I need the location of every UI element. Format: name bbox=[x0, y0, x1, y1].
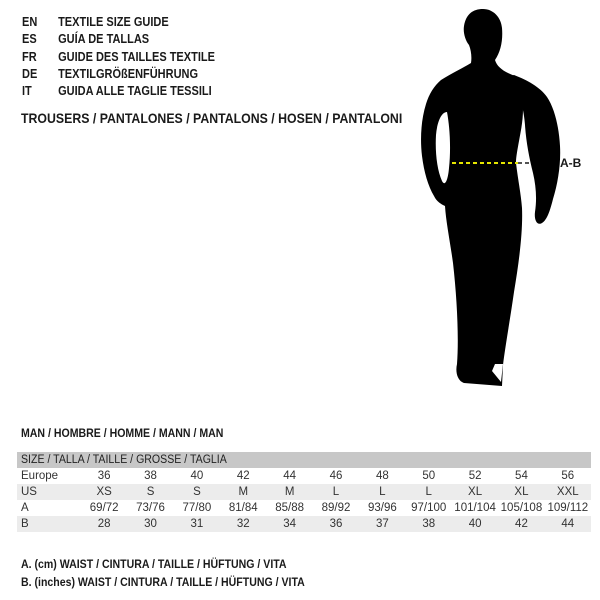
size-table bbox=[17, 452, 591, 532]
table-cell: XXL bbox=[556, 486, 579, 498]
table-row-b-inches bbox=[17, 516, 591, 532]
language-code: IT bbox=[22, 84, 32, 99]
note-b-text: B. (inches) WAIST / CINTURA / TAILLE / HÜFTUNG / VITA bbox=[21, 574, 305, 589]
table-cell: 54 bbox=[515, 470, 528, 482]
table-cell: S bbox=[193, 486, 201, 498]
language-label: GUIDE DES TAILLES TEXTILE bbox=[58, 49, 215, 64]
table-cell: 40 bbox=[468, 518, 482, 530]
language-code: ES bbox=[22, 32, 37, 47]
table-cell: 36 bbox=[97, 470, 111, 482]
table-cell: 28 bbox=[97, 518, 111, 530]
row-label: B bbox=[21, 518, 29, 530]
language-label: TEXTILE SIZE GUIDE bbox=[58, 15, 169, 29]
table-cell: 31 bbox=[190, 518, 204, 530]
table-cell: 52 bbox=[468, 470, 482, 482]
measurement-notes bbox=[21, 556, 343, 591]
table-cell: 73/76 bbox=[136, 502, 165, 514]
language-row-it bbox=[22, 83, 215, 100]
table-cell: 42 bbox=[515, 518, 528, 530]
language-row-de bbox=[22, 66, 215, 83]
table-cell: 50 bbox=[422, 470, 436, 482]
table-cell: 81/84 bbox=[228, 502, 258, 514]
table-cell: 56 bbox=[561, 470, 575, 482]
gender-heading bbox=[21, 426, 251, 440]
table-cell: 37 bbox=[375, 518, 389, 530]
garment-heading bbox=[21, 110, 454, 126]
body-silhouette bbox=[421, 9, 523, 386]
table-cell: 101/104 bbox=[454, 502, 496, 514]
table-cell: 34 bbox=[283, 518, 297, 530]
table-cell: 89/92 bbox=[321, 502, 351, 514]
table-row-a-cm bbox=[17, 500, 591, 516]
table-cell: XL bbox=[468, 486, 483, 498]
language-code: DE bbox=[22, 66, 38, 81]
table-cell: 30 bbox=[144, 518, 157, 530]
table-cell: 32 bbox=[236, 518, 250, 530]
language-code: FR bbox=[22, 49, 37, 64]
size-table-header-text: SIZE / TALLA / TAILLE / GRÖSSE / TAGLIA bbox=[21, 454, 227, 466]
table-cell: XL bbox=[514, 486, 529, 498]
table-cell: 40 bbox=[190, 470, 204, 482]
language-label: GUIDA ALLE TAGLIE TESSILI bbox=[58, 84, 212, 99]
row-label: A bbox=[21, 502, 29, 514]
table-cell: 42 bbox=[236, 470, 250, 482]
table-cell: 77/80 bbox=[182, 502, 212, 514]
table-cell: S bbox=[146, 486, 155, 498]
table-cell: 38 bbox=[144, 470, 157, 482]
table-row-europe bbox=[17, 468, 591, 484]
table-cell: 48 bbox=[375, 470, 389, 482]
table-cell: 93/96 bbox=[367, 502, 397, 514]
gender-heading-text: MAN / HOMBRE / HOMME / MANN / MAN bbox=[21, 426, 224, 440]
table-cell: L bbox=[425, 486, 432, 498]
table-cell: 97/100 bbox=[411, 502, 447, 514]
language-row-fr bbox=[22, 49, 215, 66]
note-a bbox=[21, 556, 343, 574]
man-silhouette bbox=[405, 5, 585, 390]
table-cell: M bbox=[238, 486, 249, 498]
table-cell: M bbox=[284, 486, 295, 498]
note-a-text: A. (cm) WAIST / CINTURA / TAILLE / HÜFTUNG / VITA bbox=[21, 557, 287, 571]
measure-label-ab: A-B bbox=[560, 156, 582, 170]
table-cell: L bbox=[379, 486, 386, 498]
table-cell: 36 bbox=[329, 518, 343, 530]
table-cell: XS bbox=[96, 486, 112, 498]
table-cell: 85/88 bbox=[275, 502, 305, 514]
table-cell: L bbox=[332, 486, 340, 498]
table-cell: 38 bbox=[422, 518, 436, 530]
language-row-es bbox=[22, 31, 215, 48]
language-list bbox=[22, 14, 241, 100]
table-cell: 105/108 bbox=[500, 502, 543, 514]
table-cell: 69/72 bbox=[89, 502, 119, 514]
table-cell: 44 bbox=[283, 470, 297, 482]
row-label: Europe bbox=[21, 470, 59, 482]
language-label: TEXTILGRÖßENFÜHRUNG bbox=[58, 66, 199, 81]
language-code: EN bbox=[22, 15, 38, 29]
row-label: US bbox=[21, 486, 37, 498]
table-row-us bbox=[17, 484, 591, 500]
note-b bbox=[21, 574, 343, 592]
language-row-en bbox=[22, 14, 215, 31]
language-label: GUÍA DE TALLAS bbox=[58, 32, 150, 47]
table-cell: 44 bbox=[561, 518, 575, 530]
garment-heading-text: TROUSERS / PANTALONES / PANTALONS / HOSEN / PANTALONI bbox=[21, 110, 403, 126]
table-cell: 109/112 bbox=[547, 502, 589, 514]
size-table-header bbox=[17, 452, 591, 468]
table-cell: 46 bbox=[329, 470, 343, 482]
